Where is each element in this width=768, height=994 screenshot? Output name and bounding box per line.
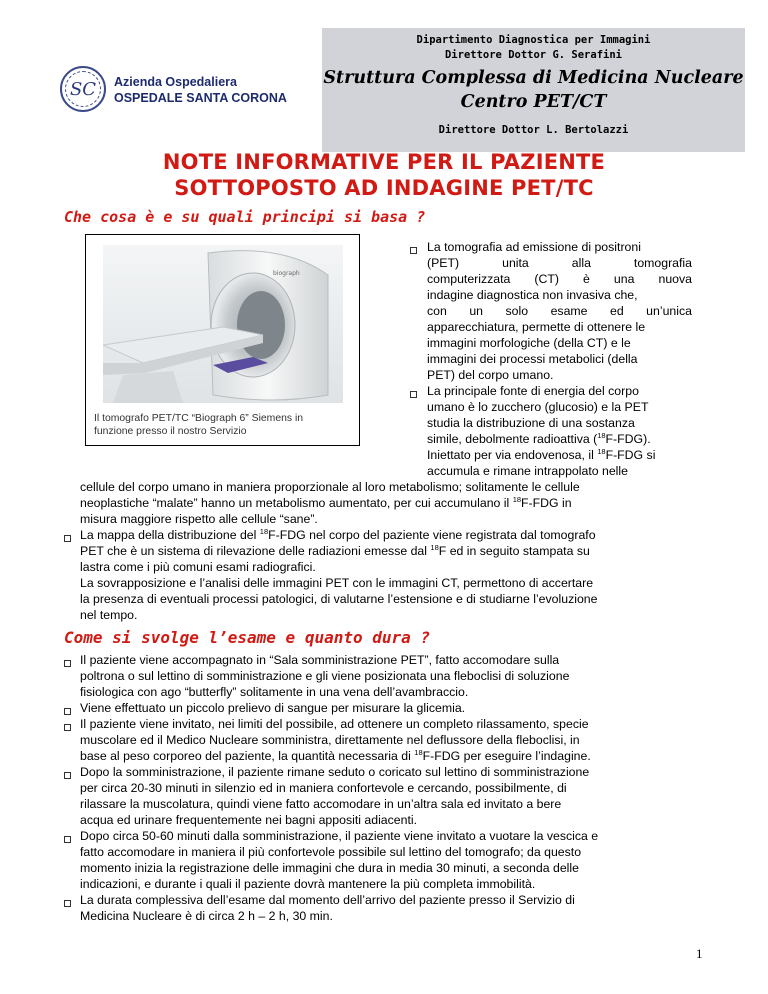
pet-ct-scanner-image [103, 245, 343, 403]
p4-line: la presenza di eventuali processi patologici, di valutarne l’estensione e di studiarne l’evoluzione [80, 592, 598, 606]
bullet-icon [410, 247, 417, 254]
p1-line: apparecchiatura, permette di ottenere le [427, 320, 646, 334]
b3-line: base al peso corporeo del paziente, la quantità necessaria di $^{18}$F-FDG per eseguire l’indagine. [80, 747, 591, 763]
caption-line2: funzione presso il nostro Servizio [94, 425, 247, 437]
p2-line: Iniettato per via endovenosa, il $^{18}$F-FDG si [427, 446, 656, 462]
b4-line: rilassare la muscolatura, quindi viene fatto accomodare in un’altra sala ed invitato a bere [80, 797, 562, 811]
b5-line: indicazioni, e durante i quali il paziente dovrà mantenere la più completa immobilità. [80, 877, 536, 891]
p1-line: con un solo esame ed un’unica [427, 304, 692, 318]
b4-line: acqua ed urinare frequentemente nei bagni appositi adiacenti. [80, 813, 418, 827]
p2-line: neoplastiche “malate” hanno un metabolismo aumentato, per cui accumulano il $^{18}$F-FDG in [80, 494, 572, 510]
document-title-line1: NOTE INFORMATIVE PER IL PAZIENTE [162, 150, 606, 174]
b4-line: per circa 20-30 minuti in silenzio ed in maniera confortevole e cercando, possibilmente, di [80, 781, 567, 795]
b1-line: poltrona o sul lettino di somministrazione e gli viene posizionata una fleboclisi di soluzione [80, 669, 570, 683]
b2-line: Viene effettuato un piccolo prelievo di sangue per misurare la glicemia. [80, 701, 466, 715]
b1-line: Il paziente viene accompagnato in “Sala somministrazione PET”, fatto accomodare sulla [80, 653, 560, 667]
p2-line: La principale fonte di energia del corpo [427, 384, 639, 398]
bullet-icon [64, 660, 71, 667]
center-name: Centro PET/CT [460, 92, 607, 112]
bullet-icon [64, 535, 71, 542]
p3-line: La mappa della distribuzione del $^{18}$F-FDG nel corpo del paziente viene registrata dal tomografo [80, 526, 596, 542]
hospital-logo [48, 60, 293, 120]
p1-line: computerizzata (CT) è una nuova [427, 272, 692, 286]
b3-line: Il paziente viene invitato, nei limiti del possibile, ad ottenere un completo rilassamento, specie [80, 717, 589, 731]
bullet-icon [64, 708, 71, 715]
hospital-name-line2: OSPEDALE SANTA CORONA [114, 91, 287, 105]
figure-brand-label: biograph [273, 270, 300, 277]
p2-line: studia la distribuzione di una sostanza [427, 416, 635, 430]
p1-line: PET) del corpo umano. [427, 368, 554, 382]
p2-line: simile, debolmente radioattiva ($^{18}$F-FDG). [427, 430, 651, 446]
bullet-icon [64, 772, 71, 779]
p3-line: lastra come i più comuni esami radiografici. [80, 560, 316, 574]
p1-line: indagine diagnostica non invasiva che, [427, 288, 638, 302]
p2-line: umano è lo zucchero (glucosio) e la PET [427, 400, 649, 414]
document-title-line2: SOTTOPOSTO AD INDAGINE PET/TC [174, 176, 594, 200]
p2-line: cellule del corpo umano in maniera proporzionale al loro metabolismo; solitamente le cellule [80, 480, 580, 494]
department-header-panel [322, 28, 745, 152]
scanner-figure [85, 234, 360, 446]
bullet-icon [64, 836, 71, 843]
bullet-icon [64, 900, 71, 907]
b3-line: muscolare ed il Medico Nucleare somministra, direttamente nel deflussore della fleboclisi, in [80, 733, 580, 747]
p1-line: (PET) unita alla tomografia [427, 256, 692, 270]
center-director: Direttore Dottor L. Bertolazzi [438, 124, 629, 136]
b5-line: fatto accomodare in maniera il più confortevole possibile sul lettino del tomografo; da questo [80, 845, 582, 859]
b6-line: Medicina Nucleare è di circa 2 h – 2 h, 30 min. [80, 909, 333, 923]
bullet-icon [410, 391, 417, 398]
section2-heading: Come si svolge l’esame e quanto dura ? [64, 628, 431, 647]
page-number: 1 [696, 946, 703, 961]
b5-line: momento inizia la registrazione delle immagini che dura in media 30 minuti, a seconda delle [80, 861, 579, 875]
emblem-letters: SC [69, 78, 97, 100]
b1-line: fisiologica con ago “butterfly” solitamente in una vena dell’avambraccio. [80, 685, 469, 699]
p4-line: nel tempo. [80, 608, 138, 622]
bullet-icon [64, 724, 71, 731]
p1-line: immagini morfologiche (della CT) e le [427, 336, 631, 350]
figure-caption [94, 413, 354, 439]
structure-name: Struttura Complessa di Medicina Nucleare [323, 68, 744, 88]
department-director: Direttore Dottor G. Serafini [444, 49, 622, 61]
hospital-name-line1: Azienda Ospedaliera [114, 75, 237, 89]
p2-line: accumula e rimane intrappolato nelle [427, 464, 628, 478]
p1-line: La tomografia ad emissione di positroni [427, 240, 641, 254]
b5-line: Dopo circa 50-60 minuti dalla somministrazione, il paziente viene invitato a vuotare la vescica e [80, 829, 599, 843]
p3-line: PET che è un sistema di rilevazione delle radiazioni emesse dal $^{18}$F ed in seguito stampata su [80, 542, 590, 558]
caption-line1: Il tomografo PET/TC “Biograph 6” Siemens in [94, 413, 304, 424]
hospital-emblem-icon [60, 66, 106, 112]
p2-line: misura maggiore rispetto alle cellule “sane”. [80, 512, 318, 526]
p4-line: La sovrapposizione e l’analisi delle immagini PET con le immagini CT, permettono di accertare [80, 576, 594, 590]
department-name: Dipartimento Diagnostica per Immagini [416, 34, 651, 46]
b6-line: La durata complessiva dell’esame dal momento dell’arrivo del paziente presso il Servizio di [80, 893, 575, 907]
section1-heading: Che cosa è e su quali principi si basa ? [64, 208, 426, 226]
p1-line: immagini dei processi metabolici (della [427, 352, 638, 366]
b4-line: Dopo la somministrazione, il paziente rimane seduto o coricato sul lettino di somministrazione [80, 765, 590, 779]
